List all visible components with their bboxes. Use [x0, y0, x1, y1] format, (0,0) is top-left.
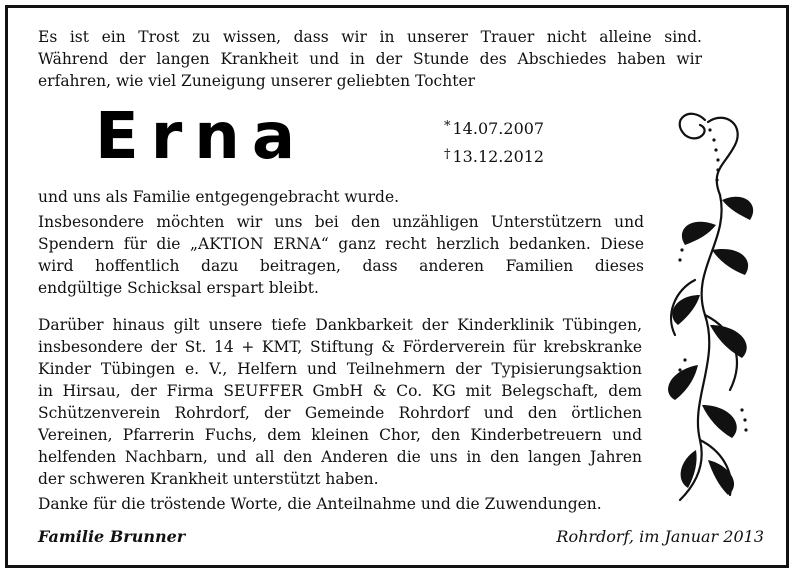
birth-date: 14.07.2007 [452, 119, 545, 138]
after-name-text [38, 186, 638, 208]
place-date: Rohrdorf, im Januar 2013 [556, 527, 764, 546]
intro-line: Es ist ein Trost zu wissen, dass wir in unserer Trauer nicht alleine sind. [38, 28, 702, 46]
death-symbol: † [444, 147, 451, 162]
life-dates [444, 114, 544, 170]
thanks-line: endgültige Schicksal erspart bleibt. [38, 279, 319, 297]
birth-date-row [444, 114, 544, 142]
floral-ornament-icon [650, 100, 770, 515]
gratitude-line: Vereinen, Pfarrerin Fuchs, dem kleinen Chor, den Kinderbetreuern und [38, 426, 642, 444]
gratitude-line: Kinder Tübingen e. V., Helfern und Teilnehmern der Typisierungsaktion [38, 360, 642, 378]
intro-line: erfahren, wie viel Zuneigung unserer geliebten Tochter [38, 72, 476, 90]
signature: Familie Brunner [38, 527, 186, 546]
gratitude-line: Darüber hinaus gilt unsere tiefe Dankbarkeit der Kinderklinik Tübingen, [38, 316, 642, 334]
thanks-line: Spendern für die „AKTION ERNA“ ganz recht herzlich bedanken. Diese [38, 235, 644, 253]
intro-line: Während der langen Krankheit und in der Stunde des Abschiedes haben wir [38, 50, 702, 68]
gratitude-line: insbesondere der St. 14 + KMT, Stiftung & Förderverein für krebskranke [38, 338, 642, 356]
gratitude-line: helfenden Nachbarn, und all den Anderen die uns in den langen Jahren [38, 448, 642, 466]
death-date-row [444, 142, 544, 170]
closing-paragraph [38, 493, 642, 515]
gratitude-line: Schützenverein Rohrdorf, der Gemeinde Rohrdorf und den örtlichen [38, 404, 642, 422]
after-name-line: und uns als Familie entgegengebracht wurde. [38, 188, 400, 206]
intro-paragraph [38, 26, 702, 92]
thanks-paragraph [38, 211, 644, 299]
thanks-line: Insbesondere möchten wir uns bei den unzähligen Unterstützern und [38, 213, 644, 231]
gratitude-line: in Hirsau, der Firma SEUFFER GmbH & Co. KG mit Belegschaft, dem [38, 382, 642, 400]
thanks-line: wird hoffentlich dazu beitragen, dass anderen Familien dieses [38, 257, 644, 275]
closing-line: Danke für die tröstende Worte, die Anteilnahme und die Zuwendungen. [38, 495, 602, 513]
birth-symbol: * [444, 119, 451, 134]
deceased-name: Erna [95, 100, 308, 174]
gratitude-line: der schweren Krankheit unterstützt haben. [38, 470, 379, 488]
death-date: 13.12.2012 [452, 147, 545, 166]
gratitude-paragraph [38, 314, 642, 490]
